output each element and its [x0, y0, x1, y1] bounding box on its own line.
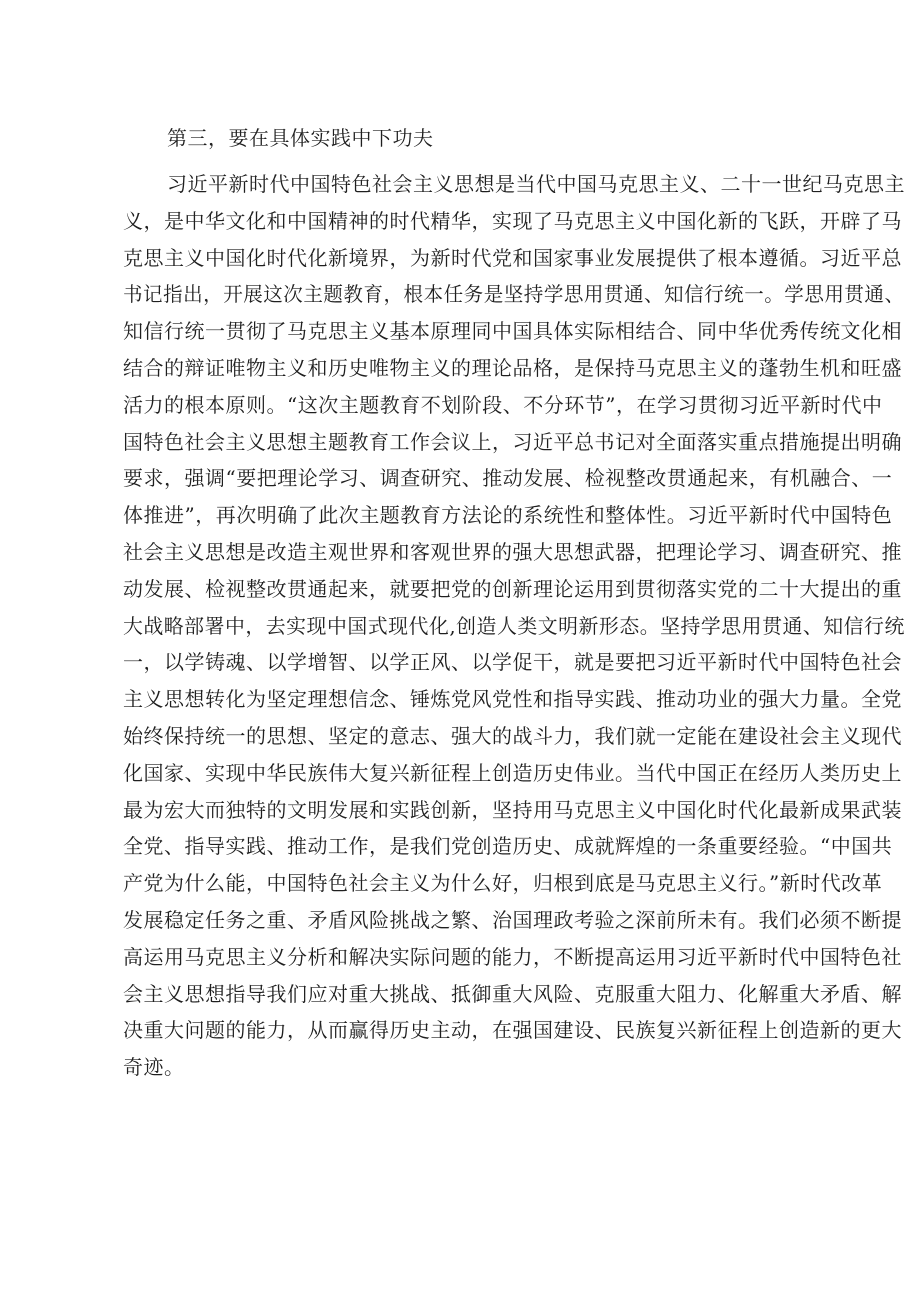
paragraph-line: 义，是中华文化和中国精神的时代精华，实现了马克思主义中国化新的飞跃，开辟了马	[123, 209, 902, 233]
paragraph-line: 决重大问题的能力，从而赢得历史主动，在强国建设、民族复兴新征程上创造新的更大	[123, 1018, 902, 1042]
paragraph-line: 发展稳定任务之重、矛盾风险挑战之繁、治国理政考验之深前所未有。我们必须不断提	[123, 908, 902, 932]
paragraph-line: 国特色社会主义思想主题教育工作会议上，习近平总书记对全面落实重点措施提出明确	[123, 430, 902, 454]
paragraph-line: 最为宏大而独特的文明发展和实践创新，坚持用马克思主义中国化时代化最新成果武装	[123, 798, 902, 822]
paragraph-line: 大战略部署中，去实现中国式现代化,创造人类文明新形态。坚持学思用贯通、知信行统	[123, 614, 905, 638]
paragraph-line: 社会主义思想是改造主观世界和客观世界的强大思想武器，把理论学习、调查研究、推	[123, 540, 902, 564]
paragraph-line: 体推进”，再次明确了此次主题教育方法论的系统性和整体性。习近平新时代中国特色	[123, 503, 893, 527]
paragraph-line: 动发展、检视整改贯通起来，就要把党的创新理论运用到贯彻落实党的二十大提出的重	[123, 577, 902, 601]
paragraph-line: 全党、指导实践、推动工作，是我们党创造历史、成就辉煌的一条重要经验。“中国共	[123, 834, 893, 858]
paragraph-line: 克思主义中国化时代化新境界，为新时代党和国家事业发展提供了根本遵循。习近平总	[123, 246, 902, 270]
paragraph-line: 会主义思想指导我们应对重大挑战、抵御重大风险、克服重大阻力、化解重大矛盾、解	[123, 982, 902, 1006]
paragraph-line: 书记指出，开展这次主题教育，根本任务是坚持学思用贯通、知信行统一。学思用贯通、	[123, 282, 905, 306]
paragraph-line: 高运用马克思主义分析和解决实际问题的能力，不断提高运用习近平新时代中国特色社	[123, 945, 902, 969]
paragraph-line: 奇迹。	[123, 1055, 185, 1079]
paragraph-line: 要求，强调“要把理论学习、调查研究、推动发展、检视整改贯通起来，有机融合、一	[123, 466, 893, 490]
paragraph-line: 主义思想转化为坚定理想信念、锤炼党风党性和指导实践、推动功业的强大力量。全党	[123, 687, 902, 711]
paragraph-line: 活力的根本原则。“这次主题教育不划阶段、不分环节”，在学习贯彻习近平新时代中	[123, 393, 883, 417]
paragraph-line: 化国家、实现中华民族伟大复兴新征程上创造历史伟业。当代中国正在经历人类历史上	[123, 761, 902, 785]
paragraph-line: 始终保持统一的思想、坚定的意志、强大的战斗力，我们就一定能在建设社会主义现代	[123, 724, 902, 748]
section-heading: 第三，要在具体实践中下功夫	[167, 126, 434, 150]
paragraph-line: 一，以学铸魂、以学增智、以学正风、以学促干，就是要把习近平新时代中国特色社会	[123, 650, 902, 674]
paragraph-line: 结合的辩证唯物主义和历史唯物主义的理论品格，是保持马克思主义的蓬勃生机和旺盛	[123, 356, 902, 380]
paragraph-line: 产党为什么能，中国特色社会主义为什么好，归根到底是马克思主义行。”新时代改革	[123, 871, 883, 895]
paragraph-line: 习近平新时代中国特色社会主义思想是当代中国马克思主义、二十一世纪马克思主	[167, 172, 905, 196]
paragraph-line: 知信行统一贯彻了马克思主义基本原理同中国具体实际相结合、同中华优秀传统文化相	[123, 319, 902, 343]
